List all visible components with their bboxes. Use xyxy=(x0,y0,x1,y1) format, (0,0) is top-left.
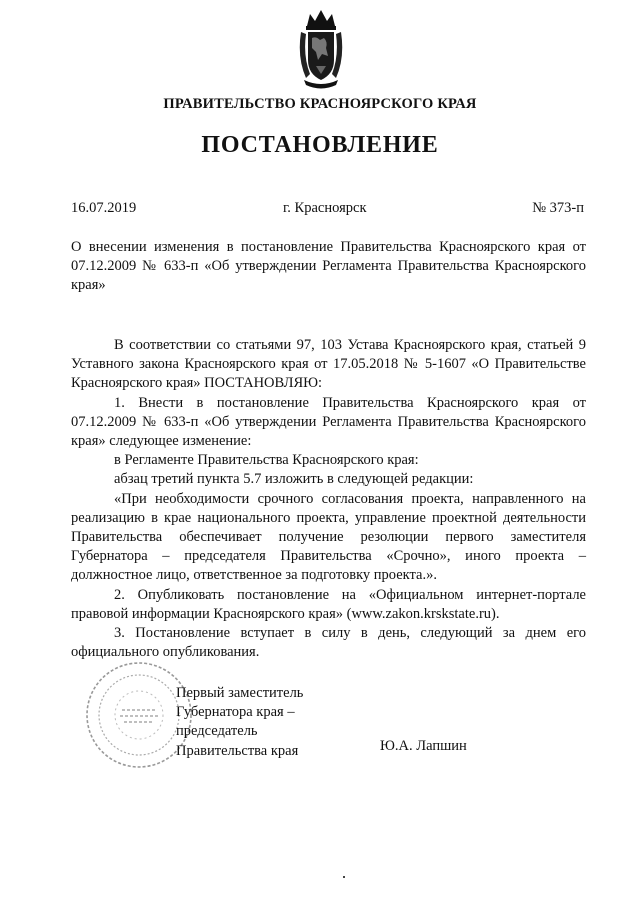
body-paragraph: 1. Внести в постановление Правительства Красноярского края от 07.12.2009 № 633-п «Об утверждении Регламента Правительства Красноярского края» следующее изменение: xyxy=(71,394,586,450)
body-paragraph: абзац третий пункта 5.7 изложить в следующей редакции: xyxy=(114,471,474,488)
body-paragraph: 3. Постановление вступает в силу в день, следующий за днем его официального опубликования. xyxy=(71,625,586,661)
document-type-title: ПОСТАНОВЛЕНИЕ xyxy=(201,132,439,158)
signatory-name: Ю.А. Лапшин xyxy=(380,738,467,754)
document-date: 16.07.2019 xyxy=(71,200,137,216)
signatory-position-line: председатель xyxy=(176,723,258,740)
document-body xyxy=(71,336,586,662)
document-city: г. Красноярск xyxy=(283,200,367,216)
body-paragraph: 2. Опубликовать постановление на «Официальном интернет-портале правовой информации Красноярского края» (www.zakon.krskstate.ru). xyxy=(71,586,586,622)
body-paragraph: «При необходимости срочного согласования проекта, направленного на реализацию в крае национального проекта, управление проектной деятельности Правительства обеспечивает получение резолюции первого заместителя Губернатора – председателя Правительства «Срочно», иного проекта – должностное лицо, ответственное за подготовку проекта.». xyxy=(71,490,586,584)
coat-of-arms-icon xyxy=(298,8,344,90)
body-paragraph: в Регламенте Правительства Красноярского края: xyxy=(114,452,419,469)
body-paragraph: В соответствии со статьями 97, 103 Устава Красноярского края, статьей 9 Уставного закона Красноярского края от 17.05.2018 № 5-1607 «О Правительстве Красноярского края» ПОСТАНОВЛЯЮ: xyxy=(71,337,586,392)
document-subject: О внесении изменения в постановление Правительства Красноярского края от 07.12.2009 № 633-п «Об утверждении Регламента Правительства Красноярского края» xyxy=(71,239,586,294)
scan-speck xyxy=(343,876,345,878)
signatory-position-line: Правительства края xyxy=(176,742,299,759)
signatory-position-line: Губернатора края – xyxy=(176,704,295,721)
organization-title: ПРАВИТЕЛЬСТВО КРАСНОЯРСКОГО КРАЯ xyxy=(163,96,477,112)
signatory-position-line: Первый заместитель xyxy=(176,685,304,701)
signatory-position xyxy=(176,684,303,761)
document-number: № 373-п xyxy=(532,200,584,216)
